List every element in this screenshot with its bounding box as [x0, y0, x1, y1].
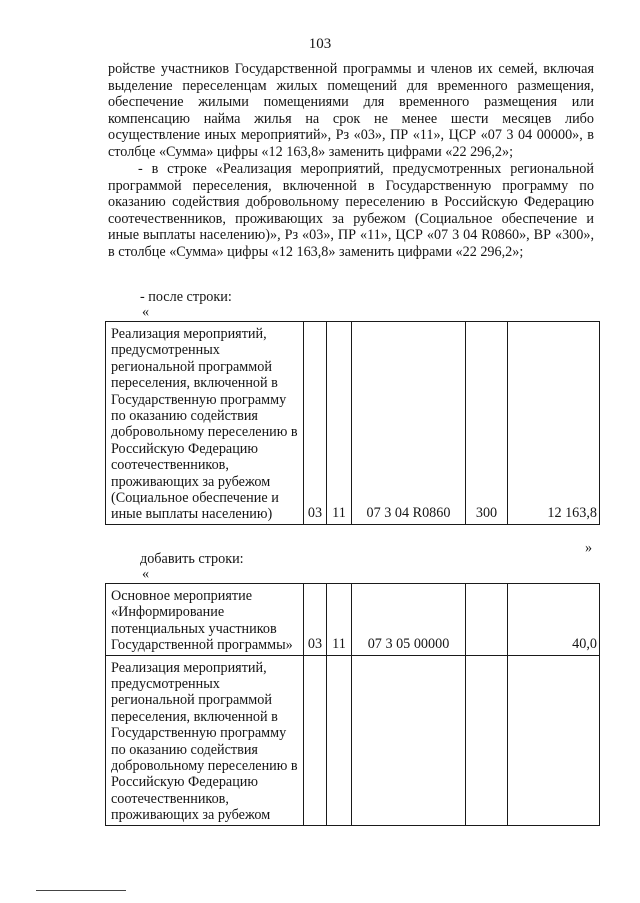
row-name: Реализация мероприятий, предусмотренных региональной программой переселения, включенной в Государственную программу по оказанию содействия добровольному переселению в Российскую Федерацию соотечественников, проживающих за рубежом (Социальное обеспечение и иные выплаты населению) [106, 322, 304, 525]
row-rz: 03 [304, 322, 327, 525]
row-csr [352, 655, 466, 825]
paragraph-row-change: - в строке «Реализация мероприятий, предусмотренных региональной программой переселения, включенной в Государственную программу по оказанию содействия добровольному переселению в Российскую Федерацию соотечественников, проживающих за рубежом (Социальное обеспечение и иные выплаты населению)», Рз «03», ПР «11», ЦСР «07 3 04 R0860», ВР «300», в столбце «Сумма» цифры «12 163,8» заменить цифрами «22 296,2»; [108, 161, 594, 260]
row-name: Основное мероприятие «Информирование потенциальных участников Государственной программы» [106, 584, 304, 656]
after-row-label: - после строки: [140, 289, 232, 305]
row-sum: 12 163,8 [508, 322, 600, 525]
table-row [106, 322, 600, 525]
row-vr [466, 584, 508, 656]
open-quote-2: « [142, 566, 150, 582]
row-pr: 11 [327, 322, 352, 525]
budget-table-added [105, 583, 600, 826]
row-csr: 07 3 04 R0860 [352, 322, 466, 525]
row-csr: 07 3 05 00000 [352, 584, 466, 656]
row-vr [466, 655, 508, 825]
paragraph-continuation: ройстве участников Государственной программы и членов их семей, включая выделение переселенцам жилых помещений для временного размещения, обеспечение жилыми помещениями для временного размещения или компенсацию найма жилья на срок не менее шести месяцев либо осуществление иных мероприятий», Рз «03», ПР «11», ЦСР «07 3 04 00000», в столбце «Сумма» цифры «12 163,8» заменить цифрами «22 296,2»; [108, 61, 594, 160]
row-vr: 300 [466, 322, 508, 525]
table-row [106, 655, 600, 825]
table-row [106, 584, 600, 656]
row-sum: 40,0 [508, 584, 600, 656]
add-rows-label: добавить строки: [140, 551, 244, 567]
budget-table-existing [105, 321, 600, 525]
row-name: Реализация мероприятий, предусмотренных региональной программой переселения, включенной в Государственную программу по оказанию содействия добровольному переселению в Российскую Федерацию соотечественников, проживающих за рубежом [106, 655, 304, 825]
open-quote-1: « [142, 304, 150, 320]
row-pr: 11 [327, 584, 352, 656]
row-pr [327, 655, 352, 825]
row-sum [508, 655, 600, 825]
row-rz: 03 [304, 584, 327, 656]
row-rz [304, 655, 327, 825]
footer-rule [36, 890, 126, 891]
close-quote-1: » [585, 540, 593, 556]
page-number: 103 [308, 36, 332, 52]
